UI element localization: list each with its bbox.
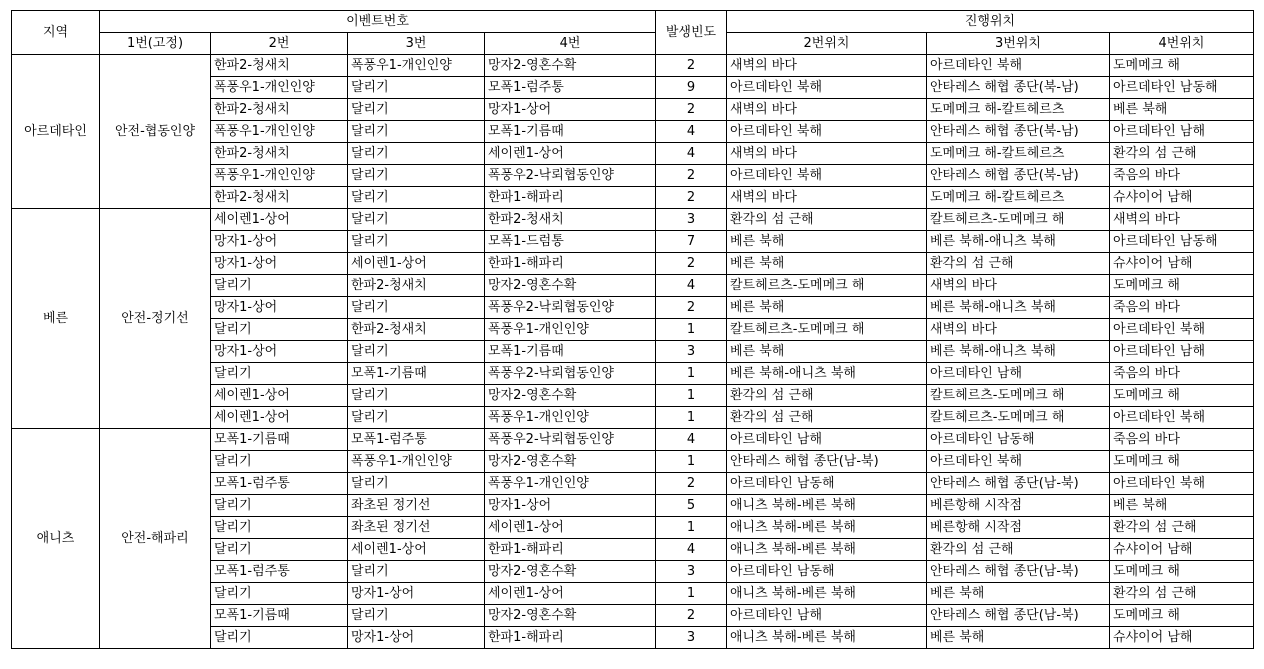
frequency-cell: 3	[656, 627, 727, 649]
event-4-cell: 한파2-청새치	[485, 209, 656, 231]
event-3-cell: 좌초된 정기선	[348, 495, 485, 517]
location-2-cell: 새벽의 바다	[727, 187, 927, 209]
location-4-cell: 도메메크 해	[1110, 605, 1254, 627]
event-3-cell: 달리기	[348, 605, 485, 627]
location-2-cell: 베른 북해	[727, 231, 927, 253]
location-2-cell: 베른 북해	[727, 297, 927, 319]
event-2-cell: 달리기	[211, 627, 348, 649]
frequency-cell: 2	[656, 605, 727, 627]
location-3-cell: 아르데타인 남해	[927, 363, 1110, 385]
location-3-cell: 새벽의 바다	[927, 275, 1110, 297]
event-3-cell: 달리기	[348, 385, 485, 407]
header-region: 지역	[12, 11, 100, 55]
location-3-cell: 칼트헤르츠-도메메크 해	[927, 209, 1110, 231]
event-3-cell: 달리기	[348, 407, 485, 429]
event-2-cell: 모폭1-럼주통	[211, 561, 348, 583]
event-2-cell: 달리기	[211, 451, 348, 473]
frequency-cell: 3	[656, 209, 727, 231]
location-3-cell: 안타레스 해협 종단(남-북)	[927, 561, 1110, 583]
frequency-cell: 4	[656, 429, 727, 451]
frequency-cell: 4	[656, 143, 727, 165]
frequency-cell: 2	[656, 99, 727, 121]
location-3-cell: 도메메크 해-칼트헤르츠	[927, 99, 1110, 121]
event-3-cell: 달리기	[348, 561, 485, 583]
location-4-cell: 아르데타인 북해	[1110, 319, 1254, 341]
event-4-cell: 망자2-영혼수확	[485, 385, 656, 407]
location-3-cell: 안타레스 해협 종단(북-남)	[927, 121, 1110, 143]
event-3-cell: 달리기	[348, 143, 485, 165]
event-2-cell: 달리기	[211, 583, 348, 605]
location-4-cell: 죽음의 바다	[1110, 363, 1254, 385]
header-location-4: 4번위치	[1110, 33, 1254, 55]
location-4-cell: 베른 북해	[1110, 495, 1254, 517]
location-3-cell: 아르데타인 북해	[927, 451, 1110, 473]
location-3-cell: 베른 북해-애니츠 북해	[927, 297, 1110, 319]
table-row	[12, 429, 1254, 451]
frequency-cell: 4	[656, 539, 727, 561]
event-2-cell: 망자1-상어	[211, 297, 348, 319]
region-cell: 베른	[12, 209, 100, 429]
frequency-cell: 9	[656, 77, 727, 99]
location-2-cell: 베른 북해-애니츠 북해	[727, 363, 927, 385]
frequency-cell: 2	[656, 187, 727, 209]
frequency-cell: 2	[656, 253, 727, 275]
location-2-cell: 칼트헤르츠-도메메크 해	[727, 275, 927, 297]
event-3-cell: 달리기	[348, 77, 485, 99]
event-2-cell: 달리기	[211, 275, 348, 297]
event-4-cell: 세이렌1-상어	[485, 143, 656, 165]
event-2-cell: 망자1-상어	[211, 231, 348, 253]
location-2-cell: 아르데타인 남동해	[727, 473, 927, 495]
event-3-cell: 달리기	[348, 187, 485, 209]
event-2-cell: 모폭1-럼주통	[211, 473, 348, 495]
frequency-cell: 1	[656, 319, 727, 341]
header-frequency: 발생빈도	[656, 11, 727, 55]
table-header	[12, 11, 1254, 55]
location-4-cell: 아르데타인 북해	[1110, 473, 1254, 495]
location-2-cell: 아르데타인 북해	[727, 77, 927, 99]
event-3-cell: 망자1-상어	[348, 627, 485, 649]
location-4-cell: 죽음의 바다	[1110, 165, 1254, 187]
location-4-cell: 환각의 섬 근해	[1110, 517, 1254, 539]
location-4-cell: 도메메크 해	[1110, 275, 1254, 297]
location-3-cell: 베른항해 시작점	[927, 517, 1110, 539]
frequency-cell: 5	[656, 495, 727, 517]
header-progress-location: 진행위치	[727, 11, 1254, 33]
header-location-2: 2번위치	[727, 33, 927, 55]
location-2-cell: 안타레스 해협 종단(남-북)	[727, 451, 927, 473]
location-2-cell: 새벽의 바다	[727, 55, 927, 77]
event-4-cell: 모폭1-드럼통	[485, 231, 656, 253]
location-4-cell: 슈샤이어 남해	[1110, 187, 1254, 209]
location-4-cell: 아르데타인 남동해	[1110, 231, 1254, 253]
frequency-cell: 3	[656, 561, 727, 583]
location-4-cell: 아르데타인 남해	[1110, 341, 1254, 363]
event-4-cell: 세이렌1-상어	[485, 517, 656, 539]
event-2-cell: 달리기	[211, 495, 348, 517]
event-3-cell: 달리기	[348, 99, 485, 121]
location-2-cell: 새벽의 바다	[727, 99, 927, 121]
event-3-cell: 폭풍우1-개인인양	[348, 451, 485, 473]
fixed-event-cell: 안전-협동인양	[100, 55, 211, 209]
event-4-cell: 망자2-영혼수확	[485, 605, 656, 627]
event-2-cell: 모폭1-기름때	[211, 429, 348, 451]
location-2-cell: 애니츠 북해-베른 북해	[727, 517, 927, 539]
event-3-cell: 한파2-청새치	[348, 319, 485, 341]
location-3-cell: 칼트헤르츠-도메메크 해	[927, 407, 1110, 429]
event-3-cell: 달리기	[348, 341, 485, 363]
event-3-cell: 세이렌1-상어	[348, 253, 485, 275]
event-2-cell: 세이렌1-상어	[211, 209, 348, 231]
event-4-cell: 폭풍우2-낙뢰협동인양	[485, 297, 656, 319]
location-3-cell: 베른 북해	[927, 583, 1110, 605]
event-4-cell: 모폭1-럼주통	[485, 77, 656, 99]
event-2-cell: 망자1-상어	[211, 341, 348, 363]
table-row	[12, 209, 1254, 231]
frequency-cell: 2	[656, 297, 727, 319]
event-3-cell: 달리기	[348, 121, 485, 143]
location-3-cell: 환각의 섬 근해	[927, 539, 1110, 561]
event-4-cell: 폭풍우1-개인인양	[485, 319, 656, 341]
header-location-3: 3번위치	[927, 33, 1110, 55]
frequency-cell: 7	[656, 231, 727, 253]
location-4-cell: 슈샤이어 남해	[1110, 627, 1254, 649]
frequency-cell: 2	[656, 165, 727, 187]
event-4-cell: 폭풍우2-낙뢰협동인양	[485, 429, 656, 451]
event-table	[11, 10, 1254, 649]
frequency-cell: 2	[656, 55, 727, 77]
header-event-4: 4번	[485, 33, 656, 55]
location-3-cell: 칼트헤르츠-도메메크 해	[927, 385, 1110, 407]
event-3-cell: 좌초된 정기선	[348, 517, 485, 539]
location-4-cell: 새벽의 바다	[1110, 209, 1254, 231]
location-3-cell: 도메메크 해-칼트헤르츠	[927, 187, 1110, 209]
fixed-event-cell: 안전-정기선	[100, 209, 211, 429]
location-2-cell: 아르데타인 북해	[727, 121, 927, 143]
frequency-cell: 2	[656, 473, 727, 495]
location-3-cell: 안타레스 해협 종단(북-남)	[927, 77, 1110, 99]
location-2-cell: 베른 북해	[727, 253, 927, 275]
location-2-cell: 아르데타인 남해	[727, 605, 927, 627]
location-4-cell: 죽음의 바다	[1110, 429, 1254, 451]
event-4-cell: 한파1-해파리	[485, 539, 656, 561]
location-2-cell: 아르데타인 남해	[727, 429, 927, 451]
location-4-cell: 슈샤이어 남해	[1110, 253, 1254, 275]
event-2-cell: 세이렌1-상어	[211, 407, 348, 429]
location-2-cell: 새벽의 바다	[727, 143, 927, 165]
location-2-cell: 애니츠 북해-베른 북해	[727, 627, 927, 649]
event-2-cell: 한파2-청새치	[211, 143, 348, 165]
location-4-cell: 베른 북해	[1110, 99, 1254, 121]
frequency-cell: 1	[656, 407, 727, 429]
event-4-cell: 한파1-해파리	[485, 253, 656, 275]
table-body	[12, 55, 1254, 649]
location-3-cell: 베른 북해	[927, 627, 1110, 649]
location-3-cell: 도메메크 해-칼트헤르츠	[927, 143, 1110, 165]
location-3-cell: 안타레스 해협 종단(북-남)	[927, 165, 1110, 187]
event-3-cell: 달리기	[348, 209, 485, 231]
location-4-cell: 도메메크 해	[1110, 55, 1254, 77]
event-4-cell: 모폭1-기름때	[485, 121, 656, 143]
event-4-cell: 폭풍우1-개인인양	[485, 473, 656, 495]
location-3-cell: 안타레스 해협 종단(남-북)	[927, 473, 1110, 495]
location-2-cell: 아르데타인 남동해	[727, 561, 927, 583]
event-4-cell: 망자1-상어	[485, 495, 656, 517]
header-event-1: 1번(고정)	[100, 33, 211, 55]
location-2-cell: 환각의 섬 근해	[727, 385, 927, 407]
location-2-cell: 애니츠 북해-베른 북해	[727, 583, 927, 605]
location-2-cell: 아르데타인 북해	[727, 165, 927, 187]
event-2-cell: 달리기	[211, 319, 348, 341]
event-2-cell: 한파2-청새치	[211, 187, 348, 209]
event-2-cell: 폭풍우1-개인인양	[211, 121, 348, 143]
frequency-cell: 1	[656, 583, 727, 605]
frequency-cell: 1	[656, 451, 727, 473]
location-2-cell: 칼트헤르츠-도메메크 해	[727, 319, 927, 341]
location-2-cell: 애니츠 북해-베른 북해	[727, 539, 927, 561]
event-4-cell: 폭풍우2-낙뢰협동인양	[485, 363, 656, 385]
location-4-cell: 슈샤이어 남해	[1110, 539, 1254, 561]
frequency-cell: 4	[656, 275, 727, 297]
event-3-cell: 달리기	[348, 165, 485, 187]
frequency-cell: 1	[656, 363, 727, 385]
fixed-event-cell: 안전-해파리	[100, 429, 211, 649]
location-2-cell: 베른 북해	[727, 341, 927, 363]
event-4-cell: 모폭1-기름때	[485, 341, 656, 363]
location-3-cell: 안타레스 해협 종단(남-북)	[927, 605, 1110, 627]
event-2-cell: 달리기	[211, 539, 348, 561]
location-3-cell: 아르데타인 남동해	[927, 429, 1110, 451]
event-3-cell: 세이렌1-상어	[348, 539, 485, 561]
frequency-cell: 1	[656, 517, 727, 539]
location-4-cell: 도메메크 해	[1110, 451, 1254, 473]
event-4-cell: 세이렌1-상어	[485, 583, 656, 605]
frequency-cell: 4	[656, 121, 727, 143]
event-4-cell: 망자2-영혼수확	[485, 55, 656, 77]
frequency-cell: 1	[656, 385, 727, 407]
event-4-cell: 폭풍우1-개인인양	[485, 407, 656, 429]
location-4-cell: 아르데타인 남동해	[1110, 77, 1254, 99]
event-2-cell: 한파2-청새치	[211, 55, 348, 77]
event-2-cell: 달리기	[211, 363, 348, 385]
event-4-cell: 폭풍우2-낙뢰협동인양	[485, 165, 656, 187]
event-3-cell: 달리기	[348, 297, 485, 319]
event-3-cell: 한파2-청새치	[348, 275, 485, 297]
location-3-cell: 베른 북해-애니츠 북해	[927, 231, 1110, 253]
header-event-2: 2번	[211, 33, 348, 55]
location-2-cell: 애니츠 북해-베른 북해	[727, 495, 927, 517]
header-event-3: 3번	[348, 33, 485, 55]
event-3-cell: 모폭1-럼주통	[348, 429, 485, 451]
event-4-cell: 망자2-영혼수확	[485, 451, 656, 473]
region-cell: 아르데타인	[12, 55, 100, 209]
location-4-cell: 환각의 섬 근해	[1110, 143, 1254, 165]
event-4-cell: 한파1-해파리	[485, 187, 656, 209]
event-3-cell: 폭풍우1-개인인양	[348, 55, 485, 77]
event-4-cell: 망자2-영혼수확	[485, 275, 656, 297]
event-2-cell: 달리기	[211, 517, 348, 539]
location-4-cell: 아르데타인 북해	[1110, 407, 1254, 429]
location-2-cell: 환각의 섬 근해	[727, 209, 927, 231]
frequency-cell: 3	[656, 341, 727, 363]
location-3-cell: 새벽의 바다	[927, 319, 1110, 341]
location-3-cell: 환각의 섬 근해	[927, 253, 1110, 275]
event-4-cell: 망자1-상어	[485, 99, 656, 121]
event-3-cell: 달리기	[348, 473, 485, 495]
location-4-cell: 도메메크 해	[1110, 385, 1254, 407]
location-4-cell: 죽음의 바다	[1110, 297, 1254, 319]
event-2-cell: 세이렌1-상어	[211, 385, 348, 407]
event-2-cell: 한파2-청새치	[211, 99, 348, 121]
region-cell: 애니츠	[12, 429, 100, 649]
event-3-cell: 달리기	[348, 231, 485, 253]
location-3-cell: 베른 북해-애니츠 북해	[927, 341, 1110, 363]
event-2-cell: 폭풍우1-개인인양	[211, 77, 348, 99]
event-4-cell: 한파1-해파리	[485, 627, 656, 649]
event-3-cell: 모폭1-기름때	[348, 363, 485, 385]
event-3-cell: 망자1-상어	[348, 583, 485, 605]
header-event-numbers: 이벤트번호	[100, 11, 656, 33]
location-4-cell: 도메메크 해	[1110, 561, 1254, 583]
event-2-cell: 폭풍우1-개인인양	[211, 165, 348, 187]
location-3-cell: 아르데타인 북해	[927, 55, 1110, 77]
event-2-cell: 모폭1-기름때	[211, 605, 348, 627]
event-4-cell: 망자2-영혼수확	[485, 561, 656, 583]
table-row	[12, 55, 1254, 77]
event-2-cell: 망자1-상어	[211, 253, 348, 275]
location-4-cell: 환각의 섬 근해	[1110, 583, 1254, 605]
location-4-cell: 아르데타인 남해	[1110, 121, 1254, 143]
location-2-cell: 환각의 섬 근해	[727, 407, 927, 429]
location-3-cell: 베른항해 시작점	[927, 495, 1110, 517]
